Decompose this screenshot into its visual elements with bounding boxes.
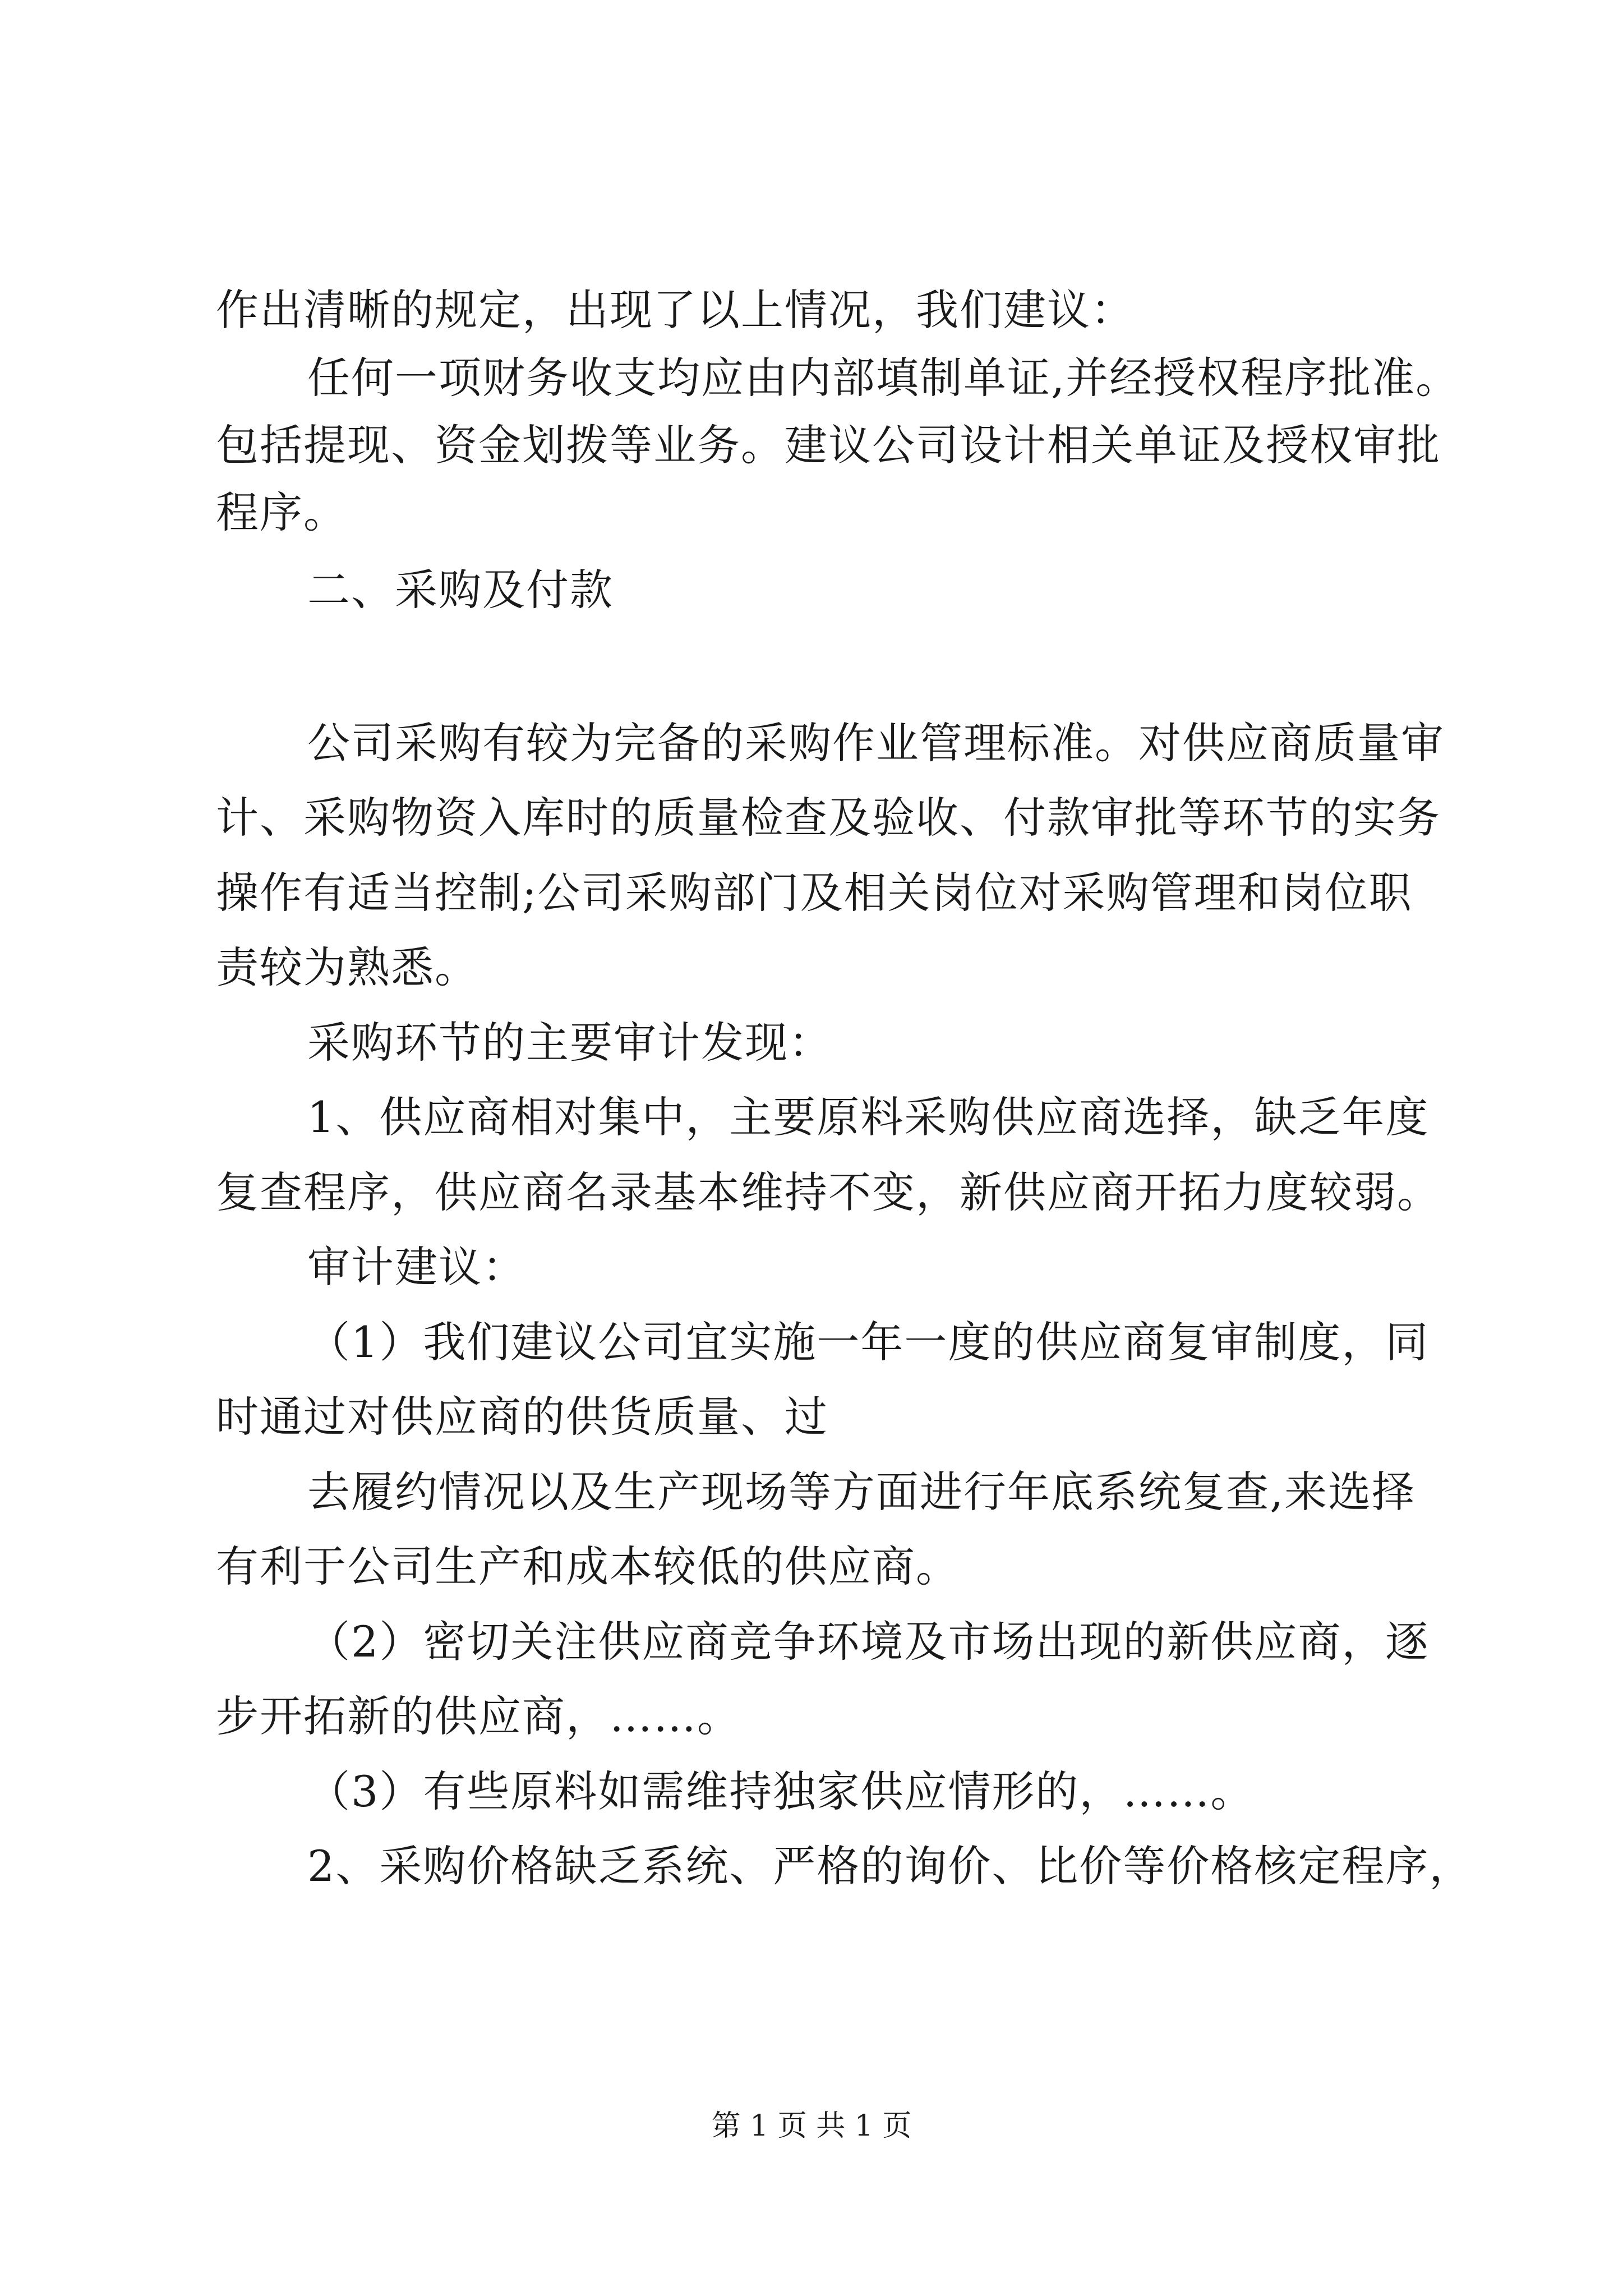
paragraph-line-10: 采购环节的主要审计发现： [307,1018,832,1068]
paragraph-line-11: 1、供应商相对集中，主要原料采购供应商选择，缺乏年度 [307,1092,1430,1142]
paragraph-line-17: 有利于公司生产和成本较低的供应商。 [216,1542,960,1591]
paragraph-line-20: （3）有些原料如需维持独家供应情形的，……。 [307,1766,1255,1816]
paragraph-line-18: （2）密切关注供应商竞争环境及市场出现的新供应商，逐 [307,1617,1430,1667]
paragraph-line-9: 责较为熟悉。 [216,942,478,992]
paragraph-line-13: 审计建议： [307,1242,526,1292]
section-heading: 二、采购及付款 [307,565,614,615]
paragraph-line-21: 2、采购价格缺乏系统、严格的询价、比价等价格核定程序， [307,1841,1473,1891]
paragraph-line-16: 去履约情况以及生产现场等方面进行年底系统复查,来选择 [307,1467,1416,1517]
page-number-footer: 第 1 页 共 1 页 [711,2109,912,2143]
paragraph-line-7: 计、采购物资入库时的质量检查及验收、付款审批等环节的实务 [216,793,1441,843]
paragraph-line-6: 公司采购有较为完备的采购作业管理标准。对供应商质量审 [307,718,1445,768]
paragraph-line-1: 作出清晰的规定，出现了以上情况，我们建议： [216,285,1135,335]
paragraph-line-14: （1）我们建议公司宜实施一年一度的供应商复审制度，同 [307,1317,1430,1367]
paragraph-line-12: 复查程序，供应商名录基本维持不变，新供应商开拓力度较弱。 [216,1167,1441,1217]
paragraph-line-15: 时通过对供应商的供货质量、过 [216,1392,828,1442]
paragraph-line-4: 程序。 [216,487,347,537]
paragraph-line-8: 操作有适当控制;公司采购部门及相关岗位对采购管理和岗位职 [216,868,1413,918]
paragraph-line-3: 包括提现、资金划拨等业务。建议公司设计相关单证及授权审批 [216,420,1441,470]
paragraph-line-19: 步开拓新的供应商，……。 [216,1691,741,1741]
paragraph-line-2: 任何一项财务收支均应由内部填制单证,并经授权程序批准。 [307,353,1460,403]
